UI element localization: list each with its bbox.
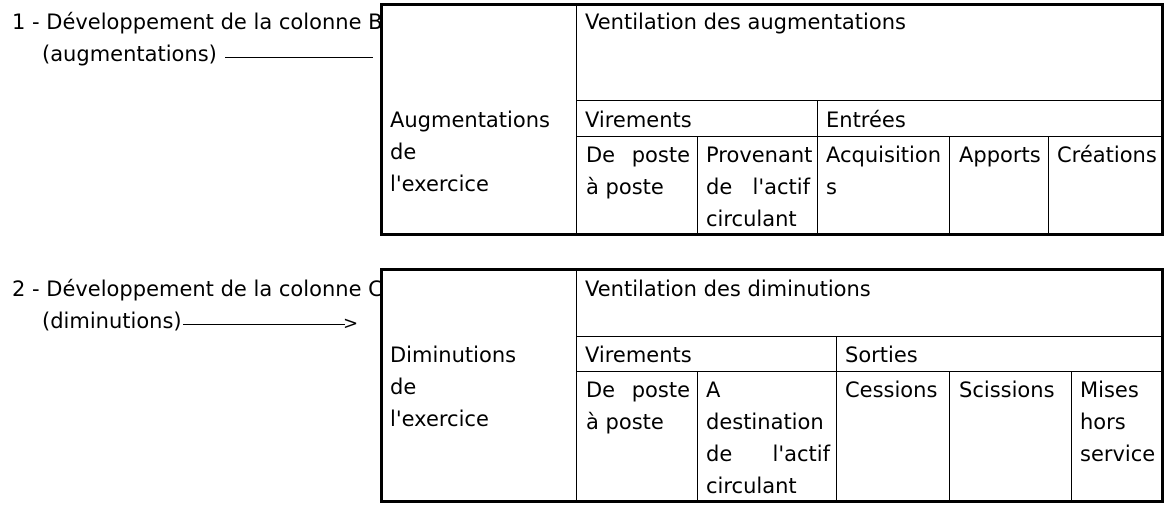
augmentations-left-header: Augmentations de l'exercice <box>390 108 550 196</box>
augmentations-col-provenant-actif-circulant: Provenant de l'actif circulant <box>706 143 813 231</box>
augmentations-group-virements: Virements <box>585 108 692 132</box>
diminutions-left-header: Diminutions de l'exercice <box>390 343 517 431</box>
diminutions-col-mises-hors-service: Mises hors service <box>1080 378 1156 466</box>
augmentations-top-title: Ventilation des augmentations <box>585 10 906 34</box>
table-diminutions-divider <box>836 336 837 501</box>
table-diminutions-divider <box>576 336 1162 337</box>
table-diminutions-divider <box>949 371 950 501</box>
diminutions-group-virements: Virements <box>585 343 692 367</box>
table-augmentations-divider <box>949 136 950 234</box>
table-diminutions-divider <box>576 270 577 501</box>
augmentations-col-acquisitions: Acquisition s <box>826 143 942 199</box>
section1-connector-line <box>225 57 373 58</box>
diminutions-group-sorties: Sorties <box>845 343 918 367</box>
table-augmentations-divider <box>576 100 1162 101</box>
table-augmentations-divider <box>817 100 818 234</box>
diminutions-col-scissions: Scissions <box>959 378 1055 402</box>
table-augmentations-divider <box>1048 136 1049 234</box>
augmentations-col-apports: Apports <box>959 143 1041 167</box>
diminutions-col-destination-actif-circulant: A destination de l'actif circulant <box>706 378 830 498</box>
augmentations-col-de-poste-a-poste: De poste à poste <box>586 143 690 199</box>
table-augmentations-divider <box>576 136 1162 137</box>
diminutions-col-de-poste-a-poste: De poste à poste <box>586 378 690 434</box>
table-augmentations-divider <box>697 136 698 234</box>
table-augmentations-divider <box>576 5 577 234</box>
table-diminutions-divider <box>576 371 1162 372</box>
section2-connector-line <box>183 324 345 325</box>
diminutions-col-cessions: Cessions <box>845 378 938 402</box>
section1-label-line2: (augmentations) <box>42 42 217 66</box>
table-diminutions-divider <box>1071 371 1072 501</box>
arrow-right-icon: > <box>343 313 359 334</box>
section2-label-line2: (diminutions) <box>42 309 182 333</box>
augmentations-col-creations: Créations <box>1057 143 1157 167</box>
section2-label-line1: 2 - Développement de la colonne C <box>12 277 383 301</box>
table-diminutions-divider <box>697 371 698 501</box>
augmentations-group-entrees: Entrées <box>826 108 906 132</box>
section1-label-line1: 1 - Développement de la colonne B <box>12 10 383 34</box>
diminutions-top-title: Ventilation des diminutions <box>585 277 871 301</box>
